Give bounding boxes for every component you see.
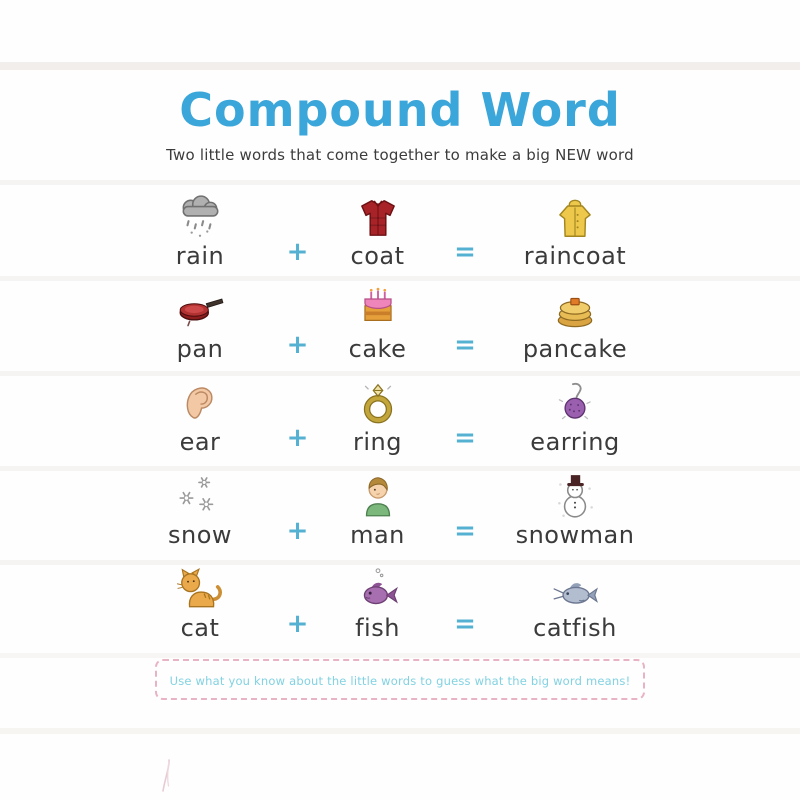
word-label: cat xyxy=(180,613,220,642)
page-subtitle: Two little words that come together to make a big NEW word xyxy=(166,146,634,165)
result-label: pancake xyxy=(522,334,628,363)
plus-sign: + xyxy=(286,609,309,640)
word-label: ring xyxy=(353,427,402,456)
result-label: raincoat xyxy=(523,241,627,270)
footer-note-box xyxy=(155,659,645,700)
result-label: snowman xyxy=(515,520,635,549)
plus-sign: + xyxy=(286,330,309,361)
word-cell xyxy=(130,180,270,273)
rain-icon xyxy=(175,189,225,243)
word-cell xyxy=(325,459,430,552)
compound-row-raincoat xyxy=(130,180,650,273)
result-label: catfish xyxy=(533,613,617,642)
word-cell xyxy=(325,552,430,645)
compound-word-list xyxy=(130,180,670,645)
compound-row-earring xyxy=(130,366,650,459)
man-icon xyxy=(353,468,403,522)
word-cell xyxy=(325,180,430,273)
result-label: earring xyxy=(530,427,620,456)
word-cell xyxy=(325,273,430,366)
photo-artifact-band xyxy=(0,728,800,734)
compound-row-snowman xyxy=(130,459,650,552)
word-label: cake xyxy=(348,334,407,363)
snowman-icon xyxy=(550,468,600,522)
plus-sign: + xyxy=(286,237,309,268)
word-cell xyxy=(130,366,270,459)
fish-icon xyxy=(353,561,403,615)
equals-sign: = xyxy=(454,609,476,640)
word-label: snow xyxy=(167,520,233,549)
plus-sign: + xyxy=(286,516,309,547)
raincoat-icon xyxy=(550,189,600,243)
compound-row-catfish xyxy=(130,552,650,645)
cat-icon xyxy=(175,561,225,615)
equals-sign: = xyxy=(454,516,476,547)
word-cell xyxy=(130,273,270,366)
word-cell xyxy=(500,459,650,552)
pancake-icon xyxy=(550,282,600,336)
word-label: coat xyxy=(350,241,405,270)
plus-sign: + xyxy=(286,423,309,454)
equals-sign: = xyxy=(454,237,476,268)
pan-icon xyxy=(175,282,225,336)
catfish-icon xyxy=(550,561,600,615)
footer-note-text: Use what you know about the little words to guess what the big word means! xyxy=(169,674,631,689)
word-cell xyxy=(325,366,430,459)
word-label: ear xyxy=(179,427,221,456)
word-label: fish xyxy=(355,613,400,642)
word-cell xyxy=(500,366,650,459)
ring-icon xyxy=(353,375,403,429)
snow-icon xyxy=(175,468,225,522)
word-cell xyxy=(130,459,270,552)
word-cell xyxy=(500,273,650,366)
equals-sign: = xyxy=(454,423,476,454)
word-label: rain xyxy=(175,241,225,270)
word-label: man xyxy=(350,520,405,549)
page-title: Compound Word xyxy=(179,83,621,137)
earring-icon xyxy=(550,375,600,429)
coat-icon xyxy=(353,189,403,243)
word-label: pan xyxy=(176,334,224,363)
word-cell xyxy=(500,180,650,273)
cake-icon xyxy=(353,282,403,336)
word-cell xyxy=(500,552,650,645)
word-cell xyxy=(130,552,270,645)
ear-icon xyxy=(175,375,225,429)
pencil-squiggle xyxy=(156,756,182,794)
equals-sign: = xyxy=(454,330,476,361)
compound-row-pancake xyxy=(130,273,650,366)
